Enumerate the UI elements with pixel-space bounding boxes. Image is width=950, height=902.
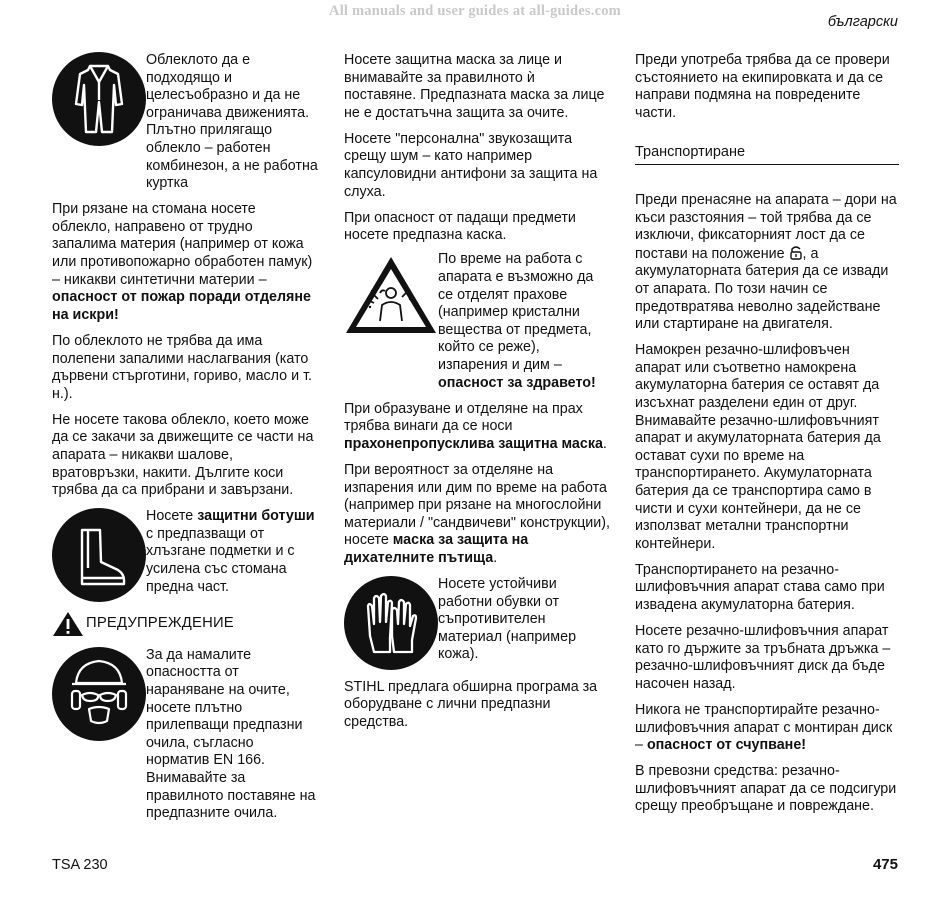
page-number: 475	[872, 856, 898, 873]
safety-boots-icon	[52, 508, 146, 602]
gloves-block	[344, 576, 610, 670]
equipment-check-paragraph: Преди употреба трябва да се провери състоянието на екипировката и да се направи подмяна на повредените части.	[635, 52, 890, 121]
language-label: български	[827, 14, 898, 30]
glasses-text: За да намалите опасността от нараняване на очите, носете плътно прилепващи предпазни очила, съгласно норматив EN 166. Внимавайте за правилното поставяне на предпазните очила.	[146, 646, 316, 822]
vehicle-paragraph: В превозни средства: резачно-шлифовъчният апарат да се подсигури срещу преобръщане и повреждане.	[635, 763, 897, 815]
transport-heading: Транспортиране	[635, 144, 899, 165]
deposits-paragraph: По облеклото не трябва да има полепени запалими наслагвания (като дървени стърготини, гориво, масло и т. н.).	[52, 332, 313, 402]
boots-block	[52, 508, 318, 602]
glasses-block	[52, 647, 318, 823]
gloves-text: Носете устойчиви работни обувки от съпротивителен материал (например кожа).	[438, 576, 577, 663]
transport-paragraph: Преди пренасяне на апарата – дори на къси разстояния – той трябва да се изключи, фиксаторният лост да се постави на положение , а акумулаторната батерия да се извади от апарата. По този начин се предотвратява неволно задействане или стартиране на двигателя.	[635, 191, 897, 333]
column-3	[635, 52, 899, 825]
clothing-text: Облеклото да е подходящо и целесъобразно и да не ограничава движенията. Плътно прилягащо облекло – работен комбинезон, а не работна куртка	[146, 52, 318, 192]
dust-hazard-text: По време на работа с апарата е възможно да се отделят прахове (например кристални вещества от предмета, който се реже), изпарения и дим – опасност за здравето!	[438, 251, 596, 391]
boots-text: Носете защитни ботуши с предпазващи от хлъзгане подметки и с усилена със стомана предна част.	[146, 508, 315, 595]
helmet-paragraph: При опасност от падащи предмети носете предпазна каска.	[344, 209, 576, 244]
head-protection-icon	[52, 647, 146, 741]
column-2	[344, 52, 610, 740]
column-1	[52, 52, 318, 831]
watermark: All manuals and user guides at all-guides.com	[329, 3, 621, 19]
loose-clothing-paragraph: Не носете такова облекло, което може да се закачи за движещите се части на апарата – никакви шалове, вратовръзки, накити. Дългите коси трябва да са прибрани и завързани.	[52, 411, 314, 499]
dust-hazard-icon	[344, 255, 438, 335]
dust-mask-paragraph: При образуване и отделяне на прах трябва винаги да се носи прахонепропусклива защитна маска.	[344, 400, 607, 452]
warning-label: ПРЕДУПРЕЖДЕНИЕ	[86, 614, 234, 631]
model-label: TSA 230	[52, 857, 108, 873]
face-mask-paragraph: Носете защитна маска за лице и внимавайте за правилното ѝ поставяне. Предпазната маска за лице не е достатъчна защита за очите.	[344, 52, 605, 121]
dust-block	[344, 251, 610, 392]
protective-clothing-icon	[52, 52, 146, 146]
stihl-program-paragraph: STIHL предлага обширна програма за оборудване с лични предпазни средства.	[344, 678, 598, 730]
lock-icon	[789, 245, 803, 260]
carry-paragraph: Носете резачно-шлифовъчния апарат като го държите за тръбната дръжка – резачно-шлифовъчният диск да бъде насочен назад.	[635, 623, 891, 692]
warning-triangle-icon	[52, 611, 84, 637]
hearing-protection-paragraph: Носете "персонална" звукозащита срещу шум – като например капсуловидни антифони за защита на слуха.	[344, 130, 598, 200]
steel-cutting-paragraph: При рязане на стомана носете облекло, направено от трудно запалима материя (например от кожа или противопожарно обработен памук) – никакви синтетични материи – опасност от пожар поради отделяне на искри!	[52, 201, 313, 323]
gloves-icon	[344, 576, 438, 670]
warning-heading	[52, 611, 318, 637]
wet-device-paragraph: Намокрен резачно-шлифовъчен апарат или съответно намокрена акумулаторна батерия се оставят да изсъхнат разделени един от друг. Внимавайте резачно-шлифовъчният апарат и акумулаторната батерия да остават сухи по време на транспортирането. Акумулаторната батерия да се транспортира само в чисти и сухи контейнери, да не се използват метални транспортни контейнери.	[635, 342, 881, 552]
never-transport-paragraph: Никога не транспортирайте резачно-шлифовъчния апарат с монтиран диск – опасност от счупване!	[635, 702, 893, 754]
battery-removed-paragraph: Транспортирането на резачно-шлифовъчния апарат става само при извадена акумулаторна батерия.	[635, 561, 885, 614]
clothing-block	[52, 52, 318, 193]
respirator-paragraph: При вероятност за отделяне на изпарения или дим по време на работа (например при рязане на многослойни материали / "сандвичеви" конструкции), носете маска за защита на дихателните пътища.	[344, 461, 611, 566]
